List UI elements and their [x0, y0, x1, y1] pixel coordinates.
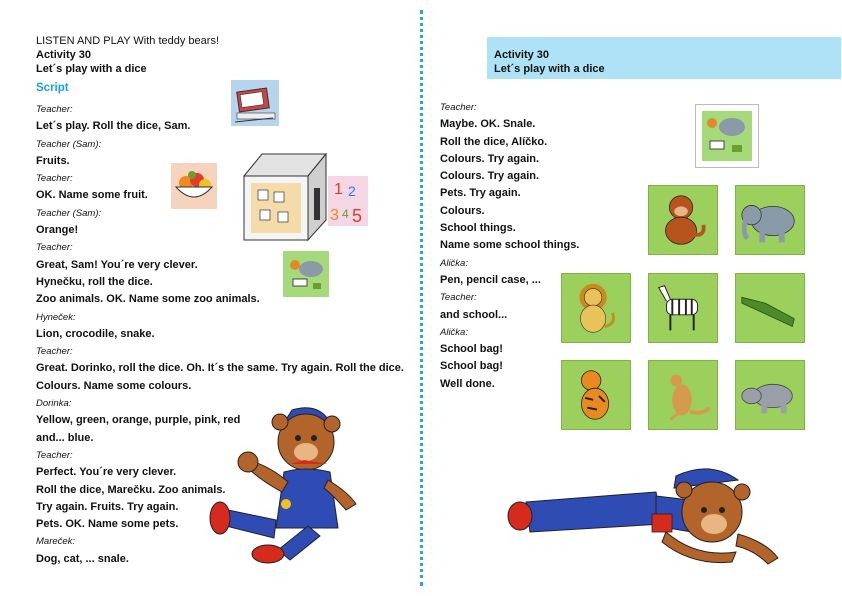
- dialogue-line: Name some school things.: [440, 239, 580, 252]
- speaker-label: Teacher:: [36, 242, 73, 254]
- hippo-icon: [736, 361, 804, 429]
- dialogue-line: Orange!: [36, 224, 79, 237]
- box-subtitle: Let´s play with a dice: [494, 63, 605, 75]
- dialogue-line: Roll the dice, Alíčko.: [440, 135, 548, 148]
- monkey-tile: [648, 185, 718, 255]
- dice-illustration: [242, 150, 370, 242]
- activity-header-box: [487, 37, 841, 79]
- speaker-label: Teacher:: [36, 104, 73, 115]
- dialogue-line: School bag!: [440, 343, 503, 356]
- header-activity: Activity 30: [36, 49, 92, 61]
- dialogue-line: Colours. Try again.: [440, 170, 540, 183]
- teddy-bear-sitting: [208, 400, 380, 568]
- speaker-label: Teacher:: [440, 292, 477, 304]
- dialogue-line: Let´s play. Roll the dice, Sam.: [36, 120, 191, 133]
- dialogue-line: Lion, crocodile, snake.: [36, 327, 155, 340]
- fruit-card: [171, 163, 217, 209]
- dialogue-line: Pets. OK. Name some pets.: [36, 518, 179, 531]
- dialogue-line: Hynečku, roll the dice.: [36, 275, 153, 288]
- dialogue-line: Perfect. You´re very clever.: [36, 466, 177, 479]
- zoo-animals-card-large: [695, 104, 759, 168]
- teddy-bear-lying: [506, 462, 784, 570]
- box-activity: Activity 30: [494, 49, 550, 61]
- dialogue-line: Colours.: [440, 204, 485, 217]
- activity-header: [36, 34, 219, 76]
- svg-text:4: 4: [342, 207, 349, 221]
- dialogue-line: OK. Name some fruit.: [36, 189, 148, 202]
- svg-text:5: 5: [352, 206, 363, 226]
- svg-text:2: 2: [348, 183, 356, 199]
- header-subtitle: Let´s play with a dice: [36, 63, 147, 75]
- tiger-icon: [562, 361, 630, 429]
- speaker-label: Teacher (Sam):: [36, 207, 102, 219]
- speaker-label: Teacher:: [36, 346, 73, 358]
- hippo-tile: [735, 360, 805, 430]
- dialogue-line: and... blue.: [36, 431, 94, 444]
- kangaroo-tile: [648, 360, 718, 430]
- dialogue-line: and school...: [440, 308, 508, 321]
- dialogue-line: Colours. Name some colours.: [36, 379, 192, 392]
- script-lines-right: [440, 99, 579, 393]
- dialogue-line: Colours. Try again.: [440, 152, 540, 165]
- kangaroo-icon: [649, 361, 717, 429]
- elephant-tile: [735, 185, 805, 255]
- dialogue-line: Pets. Try again.: [440, 187, 521, 200]
- speaker-label: Teacher (Sam):: [36, 138, 102, 150]
- dialogue-line: School bag!: [440, 360, 503, 373]
- speaker-label: Teacher:: [36, 173, 73, 185]
- speaker-label: Hyneček:: [36, 311, 76, 323]
- dialogue-line: Maybe. OK. Snale.: [440, 118, 536, 131]
- dialogue-line: Well done.: [440, 377, 495, 390]
- speaker-label: Teacher:: [440, 102, 477, 113]
- speaker-label: Dorinka:: [36, 398, 72, 410]
- dialogue-line: Yellow, green, orange, purple, pink, red: [36, 414, 241, 427]
- dialogue-line: Great. Dorinko, roll the dice. Oh. It´s the same. Try again. Roll the dice.: [36, 362, 404, 375]
- tiger-tile: [561, 360, 631, 430]
- dialogue-line: Great, Sam! You´re very clever.: [36, 258, 198, 271]
- dialogue-line: Try again. Fruits. Try again.: [36, 500, 179, 513]
- dialogue-line: School things.: [440, 222, 516, 235]
- zebra-icon: [649, 274, 717, 342]
- lion-tile: [561, 273, 631, 343]
- zoo-animals-card: [283, 251, 329, 297]
- svg-text:3: 3: [330, 207, 339, 224]
- speaker-label: Mareček:: [36, 536, 76, 548]
- monkey-icon: [649, 186, 717, 254]
- header-title: LISTEN AND PLAY With teddy bears!: [36, 35, 220, 47]
- crocodile-icon: [736, 274, 804, 342]
- dialogue-line: Zoo animals. OK. Name some zoo animals.: [36, 293, 260, 306]
- left-page: [0, 0, 420, 596]
- dialogue-line: Pen, pencil case, ...: [440, 273, 541, 286]
- script-heading: Script: [36, 82, 69, 94]
- svg-text:1: 1: [334, 181, 343, 198]
- speaker-label: Alička:: [440, 326, 468, 338]
- school-things-card: [231, 80, 279, 126]
- elephant-icon: [736, 186, 804, 254]
- dialogue-line: Fruits.: [36, 154, 70, 167]
- lion-icon: [562, 274, 630, 342]
- dialogue-line: Dog, cat, ... snale.: [36, 552, 129, 565]
- crocodile-tile: [735, 273, 805, 343]
- zebra-tile: [648, 273, 718, 343]
- speaker-label: Alička:: [440, 257, 468, 269]
- dialogue-line: Roll the dice, Marečku. Zoo animals.: [36, 483, 226, 496]
- speaker-label: Teacher:: [36, 449, 73, 461]
